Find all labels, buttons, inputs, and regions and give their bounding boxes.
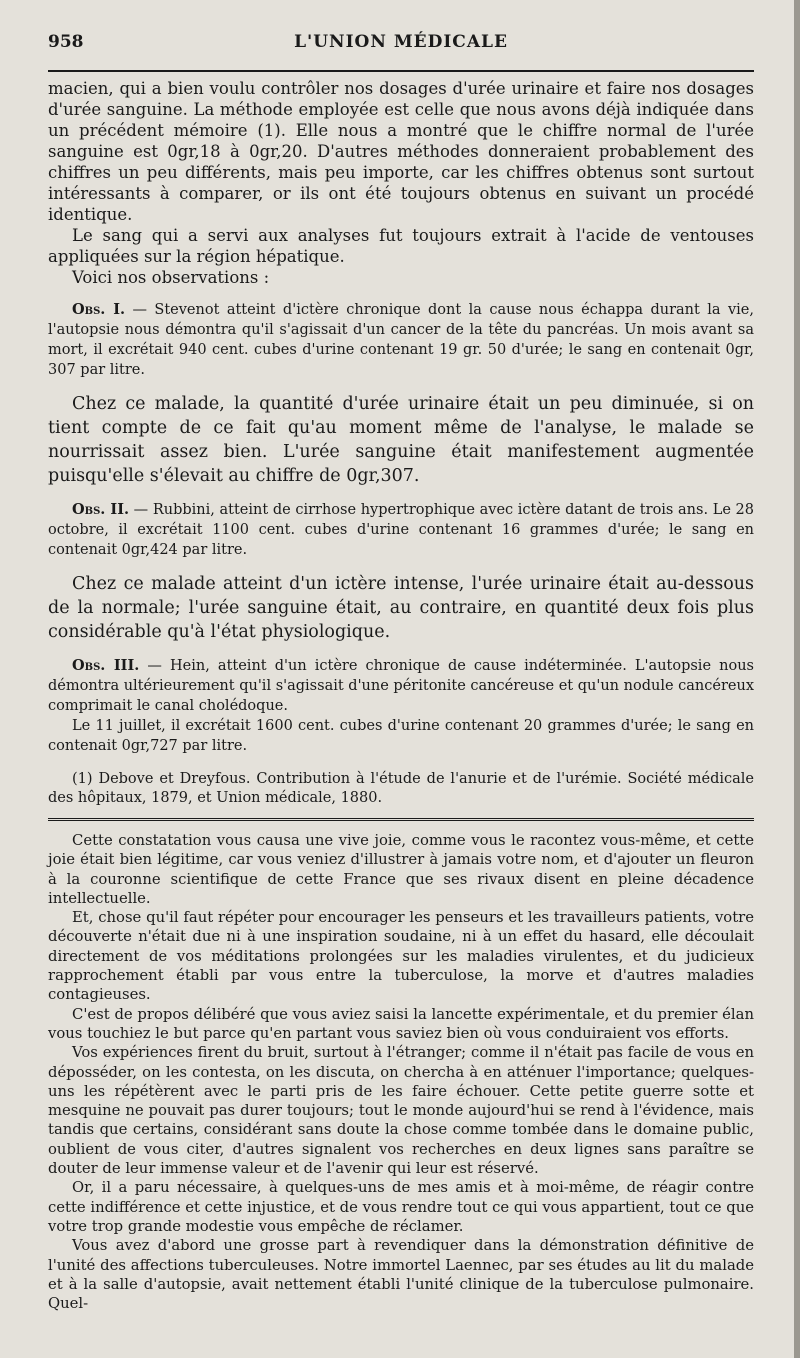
running-head: L'UNION MÉDICALE [294, 32, 508, 52]
feuilleton-divider [48, 818, 754, 821]
observation-label: Obs. II. [72, 501, 130, 518]
feuilleton-paragraph: Vos expériences firent du bruit, surtout à l'étranger; comme il n'était pas facile de vous en déposséder, on les contesta, on les discuta, on chercha à en atténuer l'importance; quelques-uns les répétèrent avec le parti pris de les faire échouer. Cette petite guerre sotte et mesquine ne pouvait pas durer toujours; tout le monde aujourd'hui se rend à l'évidence, mais tandis que certains, considérant sans doute la chose comme tombée dans le domaine public, oublient de vous citer, d'autres signalent vos recherches en deux lignes sans paraître se douter de leur immense valeur et de l'avenir qui leur est réservé. [48, 1044, 754, 1178]
page-number: 958 [48, 32, 84, 52]
observation-2 [48, 500, 754, 560]
page-header [48, 28, 754, 58]
footnote: (1) Debove et Dreyfous. Contribution à l'étude de l'anurie et de l'urémie. Société médicale des hôpitaux, 1879, et Union médicale, 1880. [48, 771, 754, 806]
observation-text: — Hein, atteint d'un ictère chronique de cause indéterminée. L'autopsie nous démontra ultérieurement qu'il s'agissait d'une péritonite cancéreuse et qu'un nodule cancéreux comprimait le canal cholédoque. [48, 658, 754, 714]
feuilleton-paragraph: Et, chose qu'il faut répéter pour encourager les penseurs et les travailleurs patients, votre découverte n'était due ni à une inspiration soudaine, ni à un effet du hasard, elle découlait directement de vos méditations prolongées sur les maladies virulentes, et du judicieux rapprochement établi par vous entre la tuberculose, la morve et d'autres maladies contagieuses. [48, 909, 754, 1004]
observation-text: — Rubbini, atteint de cirrhose hypertrophique avec ictère datant de trois ans. Le 28 octobre, il excrétait 1100 cent. cubes d'urine contenant 16 grammes d'urée; le sang en contenait 0gr,424 par litre. [48, 502, 754, 558]
article-paragraph: Le sang qui a servi aux analyses fut toujours extrait à l'acide de ventouses appliquées sur la région hépatique. [48, 226, 754, 266]
article-paragraph: Voici nos observations : [72, 268, 270, 287]
feuilleton-paragraph: Vous avez d'abord une grosse part à revendiquer dans la démonstration définitive de l'unité des affections tuberculeuses. Notre immortel Laennec, par ses études au lit du malade et à la salle d'autopsie, avait nettement établi l'unité clinique de la tuberculose pulmonaire. Quel- [48, 1237, 754, 1313]
commentary-1: Chez ce malade, la quantité d'urée urinaire était un peu diminuée, si on tient compte de ce fait qu'au moment même de l'analyse, le malade se nourrissait assez bien. L'urée sanguine était manifestement augmentée puisqu'elle s'élevait au chiffre de 0gr,307. [48, 394, 754, 486]
feuilleton-section [48, 831, 754, 1313]
commentary-2: Chez ce malade atteint d'un ictère intense, l'urée urinaire était au-dessous de la normale; l'urée sanguine était, au contraire, en quantité deux fois plus considérable qu'à l'état physiologique. [48, 574, 754, 642]
article-paragraph: macien, qui a bien voulu contrôler nos dosages d'urée urinaire et faire nos dosages d'urée sanguine. La méthode employée est celle que nous avons déjà indiquée dans un précédent mémoire (1). Elle nous a montré que le chiffre normal de l'urée sanguine est 0gr,18 à 0gr,20. D'autres méthodes donneraient probablement des chiffres un peu différents, mais peu importe, car les chiffres obtenus sont surtout intéressants à comparer, or ils ont été toujours obtenus en suivant un procédé identique. [48, 79, 754, 224]
observation-3-continuation: Le 11 juillet, il excrétait 1600 cent. cubes d'urine contenant 20 grammes d'urée; le sang en contenait 0gr,727 par litre. [48, 718, 754, 754]
observation-label: Obs. III. [72, 657, 140, 674]
feuilleton-paragraph: C'est de propos délibéré que vous aviez saisi la lancette expérimentale, et du premier élan vous touchiez le but parce qu'en partant vous saviez bien où vous conduiraient vos efforts. [48, 1005, 754, 1042]
observation-1 [48, 300, 754, 380]
observation-label: Obs. I. [72, 301, 126, 318]
header-rule [48, 70, 754, 72]
main-article [48, 78, 754, 808]
observation-text: — Stevenot atteint d'ictère chronique dont la cause nous échappa durant la vie, l'autopsie nous démontra qu'il s'agissait d'un cancer de la tête du pancréas. Un mois avant sa mort, il excrétait 940 cent. cubes d'urine contenant 19 gr. 50 d'urée; le sang en contenait 0gr, 307 par litre. [48, 302, 754, 378]
feuilleton-paragraph: Cette constatation vous causa une vive joie, comme vous le racontez vous-même, et cette joie était bien légitime, car vous veniez d'illustrer à jamais votre nom, et d'ajouter un fleuron à la couronne scientifique de cette France que ses rivaux disent en pleine décadence intellectuelle. [48, 832, 754, 907]
feuilleton-paragraph: Or, il a paru nécessaire, à quelques-uns de mes amis et à moi-même, de réagir contre cette indifférence et cette injustice, et de vous rendre tout ce qui vous appartient, tout ce que votre trop grande modestie vous empêche de réclamer. [48, 1179, 754, 1235]
observation-3 [48, 656, 754, 716]
